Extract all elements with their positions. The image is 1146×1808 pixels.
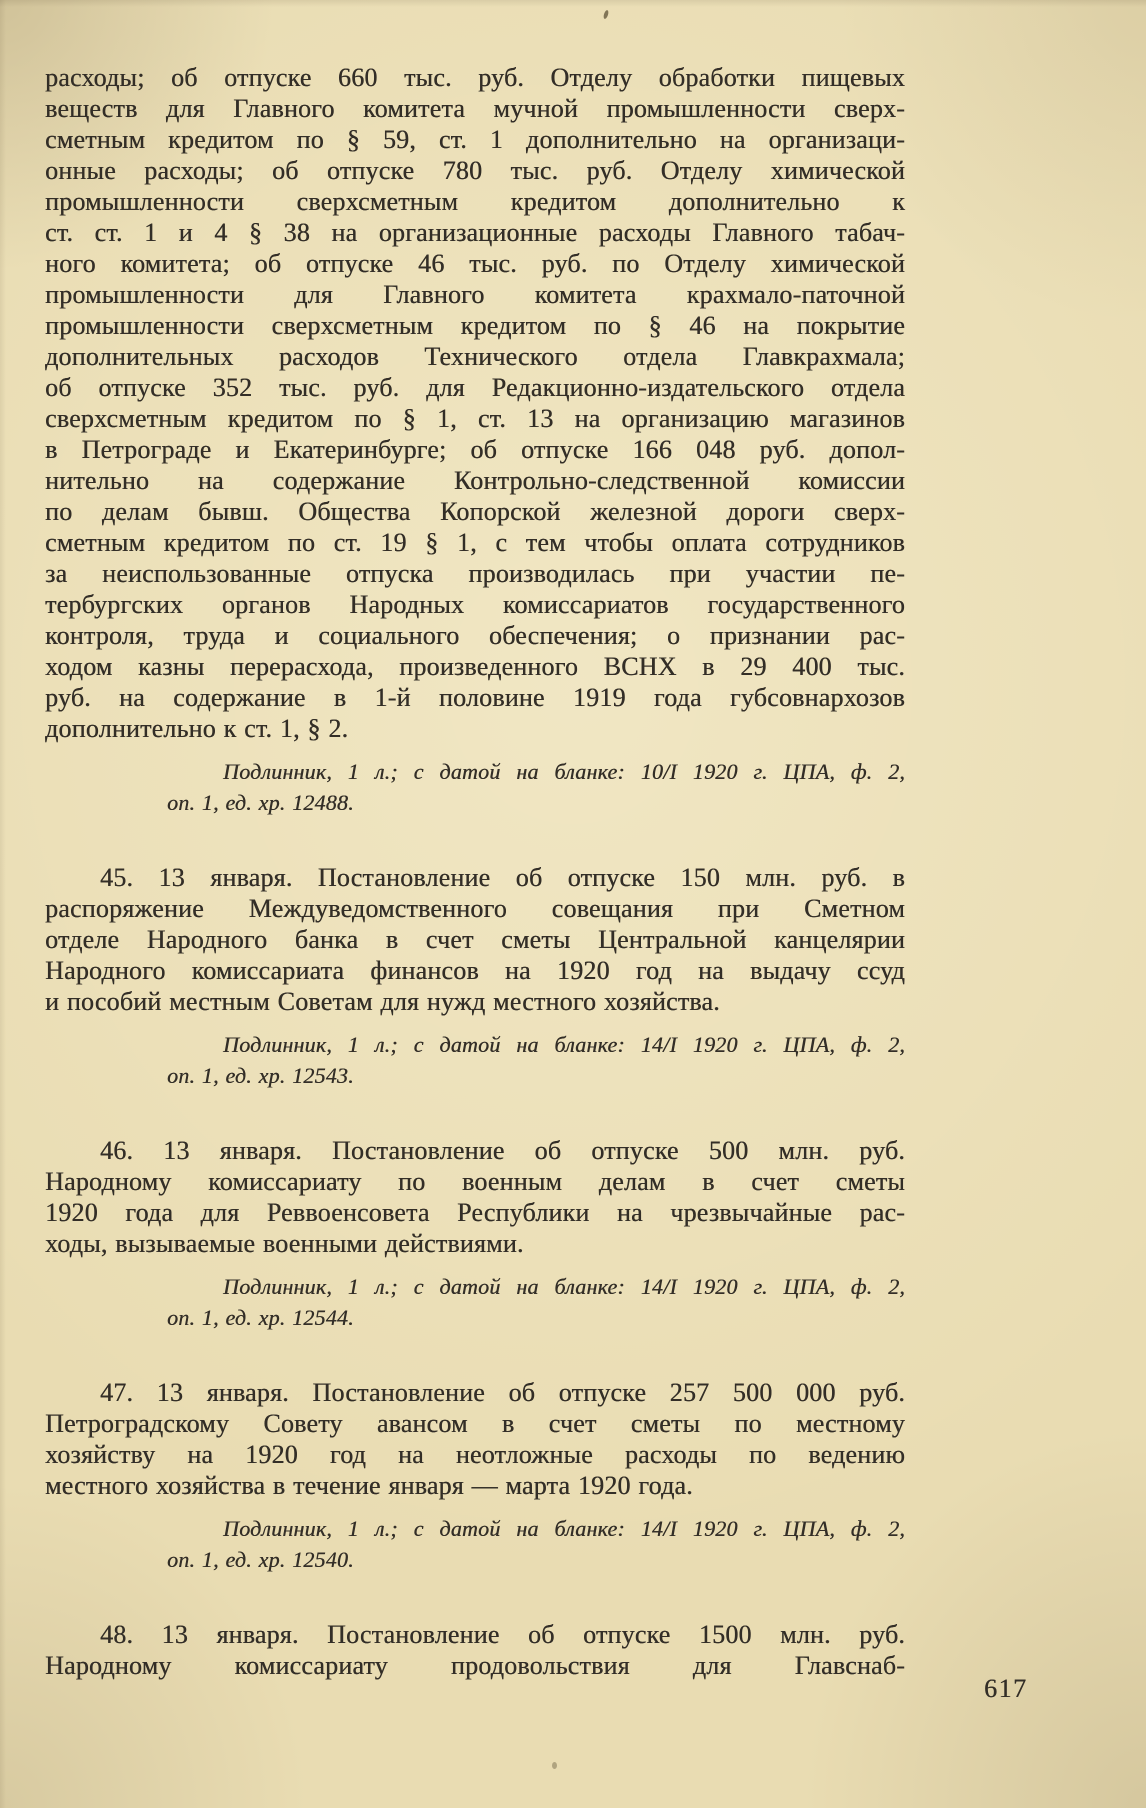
text-line: 1920 года для Реввоенсовета Республики на чрезвычайные рас- <box>45 1198 905 1227</box>
text-line: Петроградскому Совету авансом в счет сметы по местному <box>45 1409 905 1438</box>
text-line: Народному комиссариату продовольствия для Главснаб- <box>45 1651 905 1680</box>
text-line: в Петрограде и Екатеринбурге; об отпуске 166 048 руб. допол- <box>45 435 905 464</box>
text-line: промышленности сверхсметным кредитом по § 46 на покрытие <box>45 311 905 340</box>
text-line: онные расходы; об отпуске 780 тыс. руб. Отделу химической <box>45 156 905 185</box>
text-line: 48. 13 января. Постановление об отпуске 1500 млн. руб. <box>100 1620 905 1649</box>
text-line: 47. 13 января. Постановление об отпуске 257 500 000 руб. <box>100 1378 905 1407</box>
text-line: промышленности сверхсметным кредитом дополнительно к <box>45 187 905 216</box>
text-line: сверхсметным кредитом по § 1, ст. 13 на организацию магазинов <box>45 404 905 433</box>
text-line: 46. 13 января. Постановление об отпуске 500 млн. руб. <box>100 1136 905 1165</box>
text-column <box>45 0 905 1681</box>
entry-paragraph <box>45 862 905 1017</box>
page-number: 617 <box>984 1674 1028 1703</box>
text-line: Народному комиссариату по военным делам в счет сметы <box>45 1167 905 1196</box>
text-line: сметным кредитом по ст. 19 § 1, с тем чтобы оплата сотрудников <box>45 528 905 557</box>
text-line: Народного комиссариата финансов на 1920 год на выдачу ссуд <box>45 956 905 985</box>
entry-paragraph <box>45 62 905 744</box>
text-line: расходы; об отпуске 660 тыс. руб. Отделу обработки пищевых <box>45 63 905 92</box>
text-line: 45. 13 января. Постановление об отпуске 150 млн. руб. в <box>100 863 905 892</box>
text-line: Подлинник, 1 л.; с датой на бланке: 14/I 1920 г. ЦПА, ф. 2, <box>223 1274 905 1299</box>
text-line: хозяйству на 1920 год на неотложные расходы по ведению <box>45 1440 905 1469</box>
text-line: оп. 1, ед. хр. 12544. <box>167 1305 354 1330</box>
text-line: ходы, вызываемые военными действиями. <box>45 1229 524 1258</box>
entry-paragraph <box>45 1377 905 1501</box>
text-line: за неиспользованные отпуска производилась при участии пе- <box>45 559 905 588</box>
text-line: тербургских органов Народных комиссариатов государственного <box>45 590 905 619</box>
text-line: дополнительно к ст. 1, § 2. <box>45 714 349 743</box>
text-line: оп. 1, ед. хр. 12540. <box>167 1547 354 1572</box>
text-line: об отпуске 352 тыс. руб. для Редакционно-издательского отдела <box>45 373 905 402</box>
text-line: дополнительных расходов Технического отдела Главкрахмала; <box>45 342 905 371</box>
archive-citation <box>45 1513 905 1575</box>
text-line: Подлинник, 1 л.; с датой на бланке: 10/I 1920 г. ЦПА, ф. 2, <box>223 759 905 784</box>
text-line: Подлинник, 1 л.; с датой на бланке: 14/I 1920 г. ЦПА, ф. 2, <box>223 1032 905 1057</box>
text-line: отделе Народного банка в счет сметы Центральной канцелярии <box>45 925 905 954</box>
entry-paragraph <box>45 1135 905 1259</box>
archive-citation <box>45 1271 905 1333</box>
archive-citation <box>45 756 905 818</box>
text-line: распоряжение Междуведомственного совещания при Сметном <box>45 894 905 923</box>
text-line: и пособий местным Советам для нужд местного хозяйства. <box>45 987 720 1016</box>
text-line: Подлинник, 1 л.; с датой на бланке: 14/I 1920 г. ЦПА, ф. 2, <box>223 1516 905 1541</box>
text-line: ст. ст. 1 и 4 § 38 на организационные расходы Главного табач- <box>45 218 905 247</box>
text-line: ходом казны перерасхода, произведенного ВСНХ в 29 400 тыс. <box>45 652 905 681</box>
text-line: сметным кредитом по § 59, ст. 1 дополнительно на организаци- <box>45 125 905 154</box>
entry-paragraph <box>45 1619 905 1681</box>
archive-citation <box>45 1029 905 1091</box>
text-line: промышленности для Главного комитета крахмало-паточной <box>45 280 905 309</box>
text-line: веществ для Главного комитета мучной промышленности сверх- <box>45 94 905 123</box>
text-line: оп. 1, ед. хр. 12543. <box>167 1063 354 1088</box>
text-line: местного хозяйства в течение января — марта 1920 года. <box>45 1471 693 1500</box>
text-line: по делам бывш. Общества Копорской железной дороги сверх- <box>45 497 905 526</box>
text-line: руб. на содержание в 1-й половине 1919 года губсовнархозов <box>45 683 905 712</box>
text-line: контроля, труда и социального обеспечения; о признании рас- <box>45 621 905 650</box>
text-line: нительно на содержание Контрольно-следственной комиссии <box>45 466 905 495</box>
text-line: ного комитета; об отпуске 46 тыс. руб. по Отделу химической <box>45 249 905 278</box>
scan-speck-icon <box>552 1762 557 1769</box>
text-line: оп. 1, ед. хр. 12488. <box>167 790 354 815</box>
